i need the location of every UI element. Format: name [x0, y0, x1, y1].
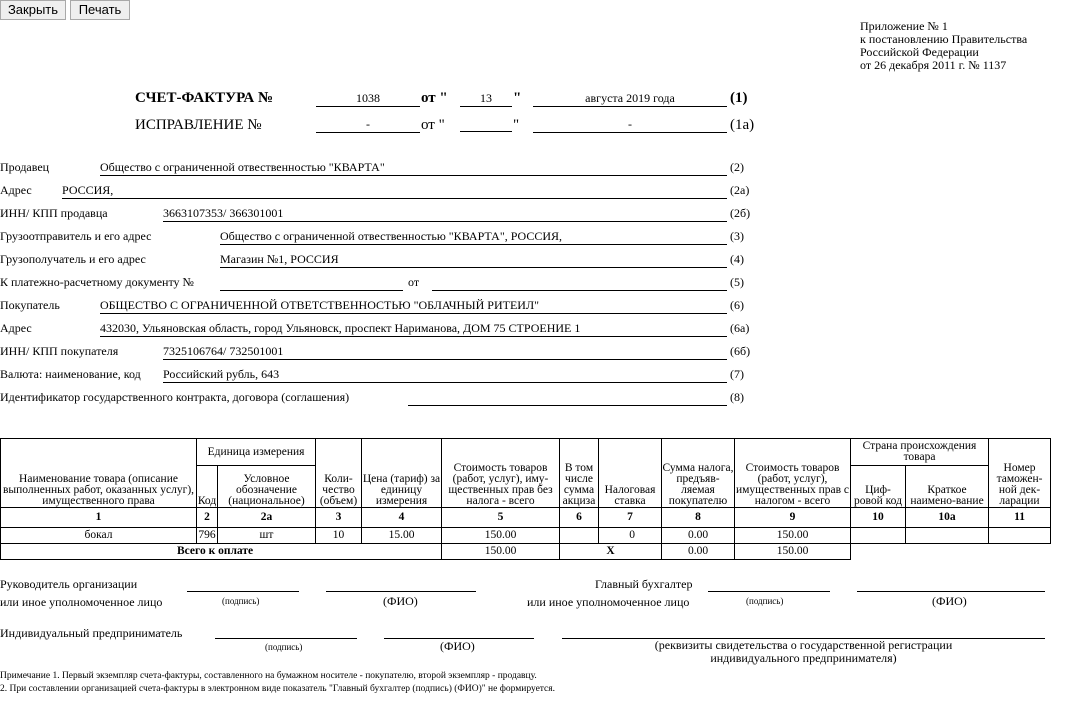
header-unit-code: Код	[197, 466, 218, 508]
col-num: 3	[316, 508, 362, 528]
correction-date: -	[533, 117, 727, 133]
buyer-label: Покупатель	[0, 298, 60, 312]
seller-value: Общество с ограниченной отвественностью "КВАРТА"	[100, 160, 727, 176]
shipper-code: (3)	[730, 229, 744, 243]
chief-label-1: Главный бухгалтер	[595, 577, 693, 591]
correction-title: ИСПРАВЛЕНИЕ №	[135, 117, 262, 133]
col-num: 4	[362, 508, 442, 528]
contract-id-label: Идентификатор государственного контракта, договора (соглашения)	[0, 390, 350, 404]
consignee-code: (4)	[730, 252, 744, 266]
buyer-inn-value: 7325106764/ 732501001	[163, 344, 727, 360]
buyer-address-value: 432030, Ульяновская область, город Ульяновск, проспект Нариманова, ДОМ 75 СТРОЕНИЕ 1	[100, 321, 727, 337]
head-fio-caption: (ФИО)	[383, 594, 418, 608]
entrepreneur-sign-line	[215, 624, 357, 639]
buyer-address-code: (6а)	[730, 321, 750, 335]
chief-fio-line	[857, 577, 1045, 592]
header-excise: В том числе сумма акциза	[560, 439, 599, 508]
buyer-address-label: Адрес	[0, 321, 32, 335]
seller-address-label: Адрес	[0, 183, 32, 197]
header-cost-with-tax: Стоимость товаров (работ, услуг), имущественных прав с налогом - всего	[735, 439, 851, 508]
invoice-title: СЧЕТ-ФАКТУРА №	[135, 90, 274, 106]
appendix-line: Российской Федерации	[860, 45, 979, 59]
currency-label: Валюта: наименование, код	[0, 367, 141, 381]
header-country-name: Краткое наимено-вание	[906, 466, 989, 508]
entrepreneur-sign-caption: (подпись)	[265, 642, 303, 652]
consignee-label: Грузополучатель и его адрес	[0, 252, 146, 266]
requisites-caption: (реквизиты свидетельства о государственной регистрации индивидуального предпринимателя)	[654, 638, 953, 665]
header-country: Страна происхождения товара	[851, 439, 989, 466]
col-num: 10а	[906, 508, 989, 528]
cell-tax: 0.00	[662, 528, 735, 544]
payment-doc-from: от	[408, 275, 420, 289]
chief-fio-caption: (ФИО)	[932, 594, 967, 608]
col-num: 11	[989, 508, 1051, 528]
invoice-number: 1038	[316, 91, 420, 107]
appendix-line: к постановлению Правительства	[860, 32, 1028, 46]
chief-label-2: или иное уполномоченное лицо	[527, 595, 690, 609]
cell-name: бокал	[1, 528, 197, 544]
payment-doc-date	[432, 275, 727, 291]
header-unit: Единица измерения	[197, 439, 316, 466]
total-x: X	[560, 544, 662, 560]
col-num: 7	[599, 508, 662, 528]
col-num: 10	[851, 508, 906, 528]
invoice-code: (1)	[730, 90, 748, 106]
correction-day	[460, 117, 512, 132]
cell-price: 15.00	[362, 528, 442, 544]
appendix-line: Приложение № 1	[860, 19, 948, 33]
head-sign-line	[187, 577, 299, 592]
correction-from: от "	[421, 117, 445, 133]
head-sign-caption: (подпись)	[222, 596, 260, 606]
seller-address-code: (2а)	[730, 183, 750, 197]
print-button[interactable]: Печать	[70, 0, 130, 20]
table-row	[1, 528, 1051, 544]
payment-doc-code: (5)	[730, 275, 744, 289]
col-num: 5	[442, 508, 560, 528]
cell-unit: шт	[218, 528, 316, 544]
col-num: 6	[560, 508, 599, 528]
correction-number: -	[316, 117, 420, 133]
requisites-line	[562, 624, 1045, 639]
total-cost: 150.00	[442, 544, 560, 560]
header-customs: Номер таможен-ной дек-ларации	[989, 439, 1051, 508]
payment-doc-label: К платежно-расчетному документу №	[0, 275, 194, 289]
head-label-1: Руководитель организации	[0, 577, 138, 591]
invoice-quote: "	[513, 90, 522, 106]
seller-address-value: РОССИЯ,	[62, 183, 727, 199]
buyer-inn-label: ИНН/ КПП покупателя	[0, 344, 119, 358]
cell-country-name	[906, 528, 989, 544]
total-tax: 0.00	[662, 544, 735, 560]
entrepreneur-fio-caption: (ФИО)	[440, 639, 475, 653]
appendix-note	[860, 20, 1027, 72]
col-num: 2а	[218, 508, 316, 528]
contract-id-code: (8)	[730, 390, 744, 404]
col-num: 1	[1, 508, 197, 528]
total-row	[1, 544, 1051, 560]
head-fio-line	[326, 577, 476, 592]
invoice-day: 13	[460, 91, 512, 107]
chief-sign-line	[708, 577, 830, 592]
invoice-date: августа 2019 года	[533, 91, 727, 107]
buyer-value: ОБЩЕСТВО С ОГРАНИЧЕННОЙ ОТВЕТСТВЕННОСТЬЮ "ОБЛАЧНЫЙ РИТЕИЛ"	[100, 298, 727, 314]
consignee-value: Магазин №1, РОССИЯ	[220, 252, 727, 268]
currency-code: (7)	[730, 367, 744, 381]
col-num: 8	[662, 508, 735, 528]
note-2: 2. При составлении организацией счета-фактуры в электронном виде показатель "Главный бухгалтер (подпись) (ФИО)" не формируется.	[0, 684, 556, 694]
cell-country-code	[851, 528, 906, 544]
cell-rate: 0	[599, 528, 662, 544]
entrepreneur-fio-line	[384, 624, 534, 639]
total-label-text: Всего к оплате	[177, 545, 254, 557]
seller-inn-label: ИНН/ КПП продавца	[0, 206, 108, 220]
header-unit-name: Условное обозначение (национальное)	[218, 466, 316, 508]
header-tax-rate: Налоговая ставка	[599, 439, 662, 508]
shipper-label: Грузоотправитель и его адрес	[0, 229, 152, 243]
total-empty	[851, 544, 1051, 560]
buyer-code: (6)	[730, 298, 744, 312]
cell-code: 796	[197, 528, 218, 544]
header-tax-sum: Сумма налога, предъяв-ляемая покупателю	[662, 439, 735, 508]
header-cost-no-tax: Стоимость товаров (работ, услуг), иму-щественных прав без налога - всего	[442, 439, 560, 508]
seller-code: (2)	[730, 160, 744, 174]
header-country-code: Циф-ровой код	[851, 466, 906, 508]
invoice-from: от "	[421, 90, 448, 106]
shipper-value: Общество с ограниченной отвественностью "КВАРТА", РОССИЯ,	[220, 229, 727, 245]
contract-id-value	[408, 390, 727, 406]
head-label-2: или иное уполномоченное лицо	[0, 595, 163, 609]
col-num: 9	[735, 508, 851, 528]
cell-excise	[560, 528, 599, 544]
cell-customs	[989, 528, 1051, 544]
chief-sign-caption: (подпись)	[746, 596, 784, 606]
seller-inn-value: 3663107353/ 366301001	[163, 206, 727, 222]
note-1: Примечание 1. Первый экземпляр счета-фактуры, составленного на бумажном носителе - покупателю, второй экземпляр - продавцу.	[0, 671, 537, 681]
entrepreneur-label: Индивидуальный предприниматель	[0, 626, 183, 640]
total-sum: 150.00	[735, 544, 851, 560]
cell-cost: 150.00	[442, 528, 560, 544]
col-num: 2	[197, 508, 218, 528]
payment-doc-value	[220, 275, 403, 291]
header-price: Цена (тариф) за единицу измерения	[362, 439, 442, 508]
header-name: Наименование товара (описание выполненных работ, оказанных услуг), имущественного права	[1, 439, 197, 508]
invoice-table	[0, 438, 1051, 560]
correction-quote: "	[513, 117, 520, 133]
buyer-inn-code: (6б)	[730, 344, 751, 358]
cell-qty: 10	[316, 528, 362, 544]
cell-total: 150.00	[735, 528, 851, 544]
seller-inn-code: (2б)	[730, 206, 751, 220]
appendix-line: от 26 декабря 2011 г. № 1137	[860, 58, 1007, 72]
total-label	[1, 544, 442, 560]
correction-code: (1а)	[730, 117, 755, 133]
currency-value: Российский рубль, 643	[163, 367, 727, 383]
header-qty: Коли-чество (объем)	[316, 439, 362, 508]
seller-label: Продавец	[0, 160, 50, 174]
close-button[interactable]: Закрыть	[0, 0, 66, 20]
